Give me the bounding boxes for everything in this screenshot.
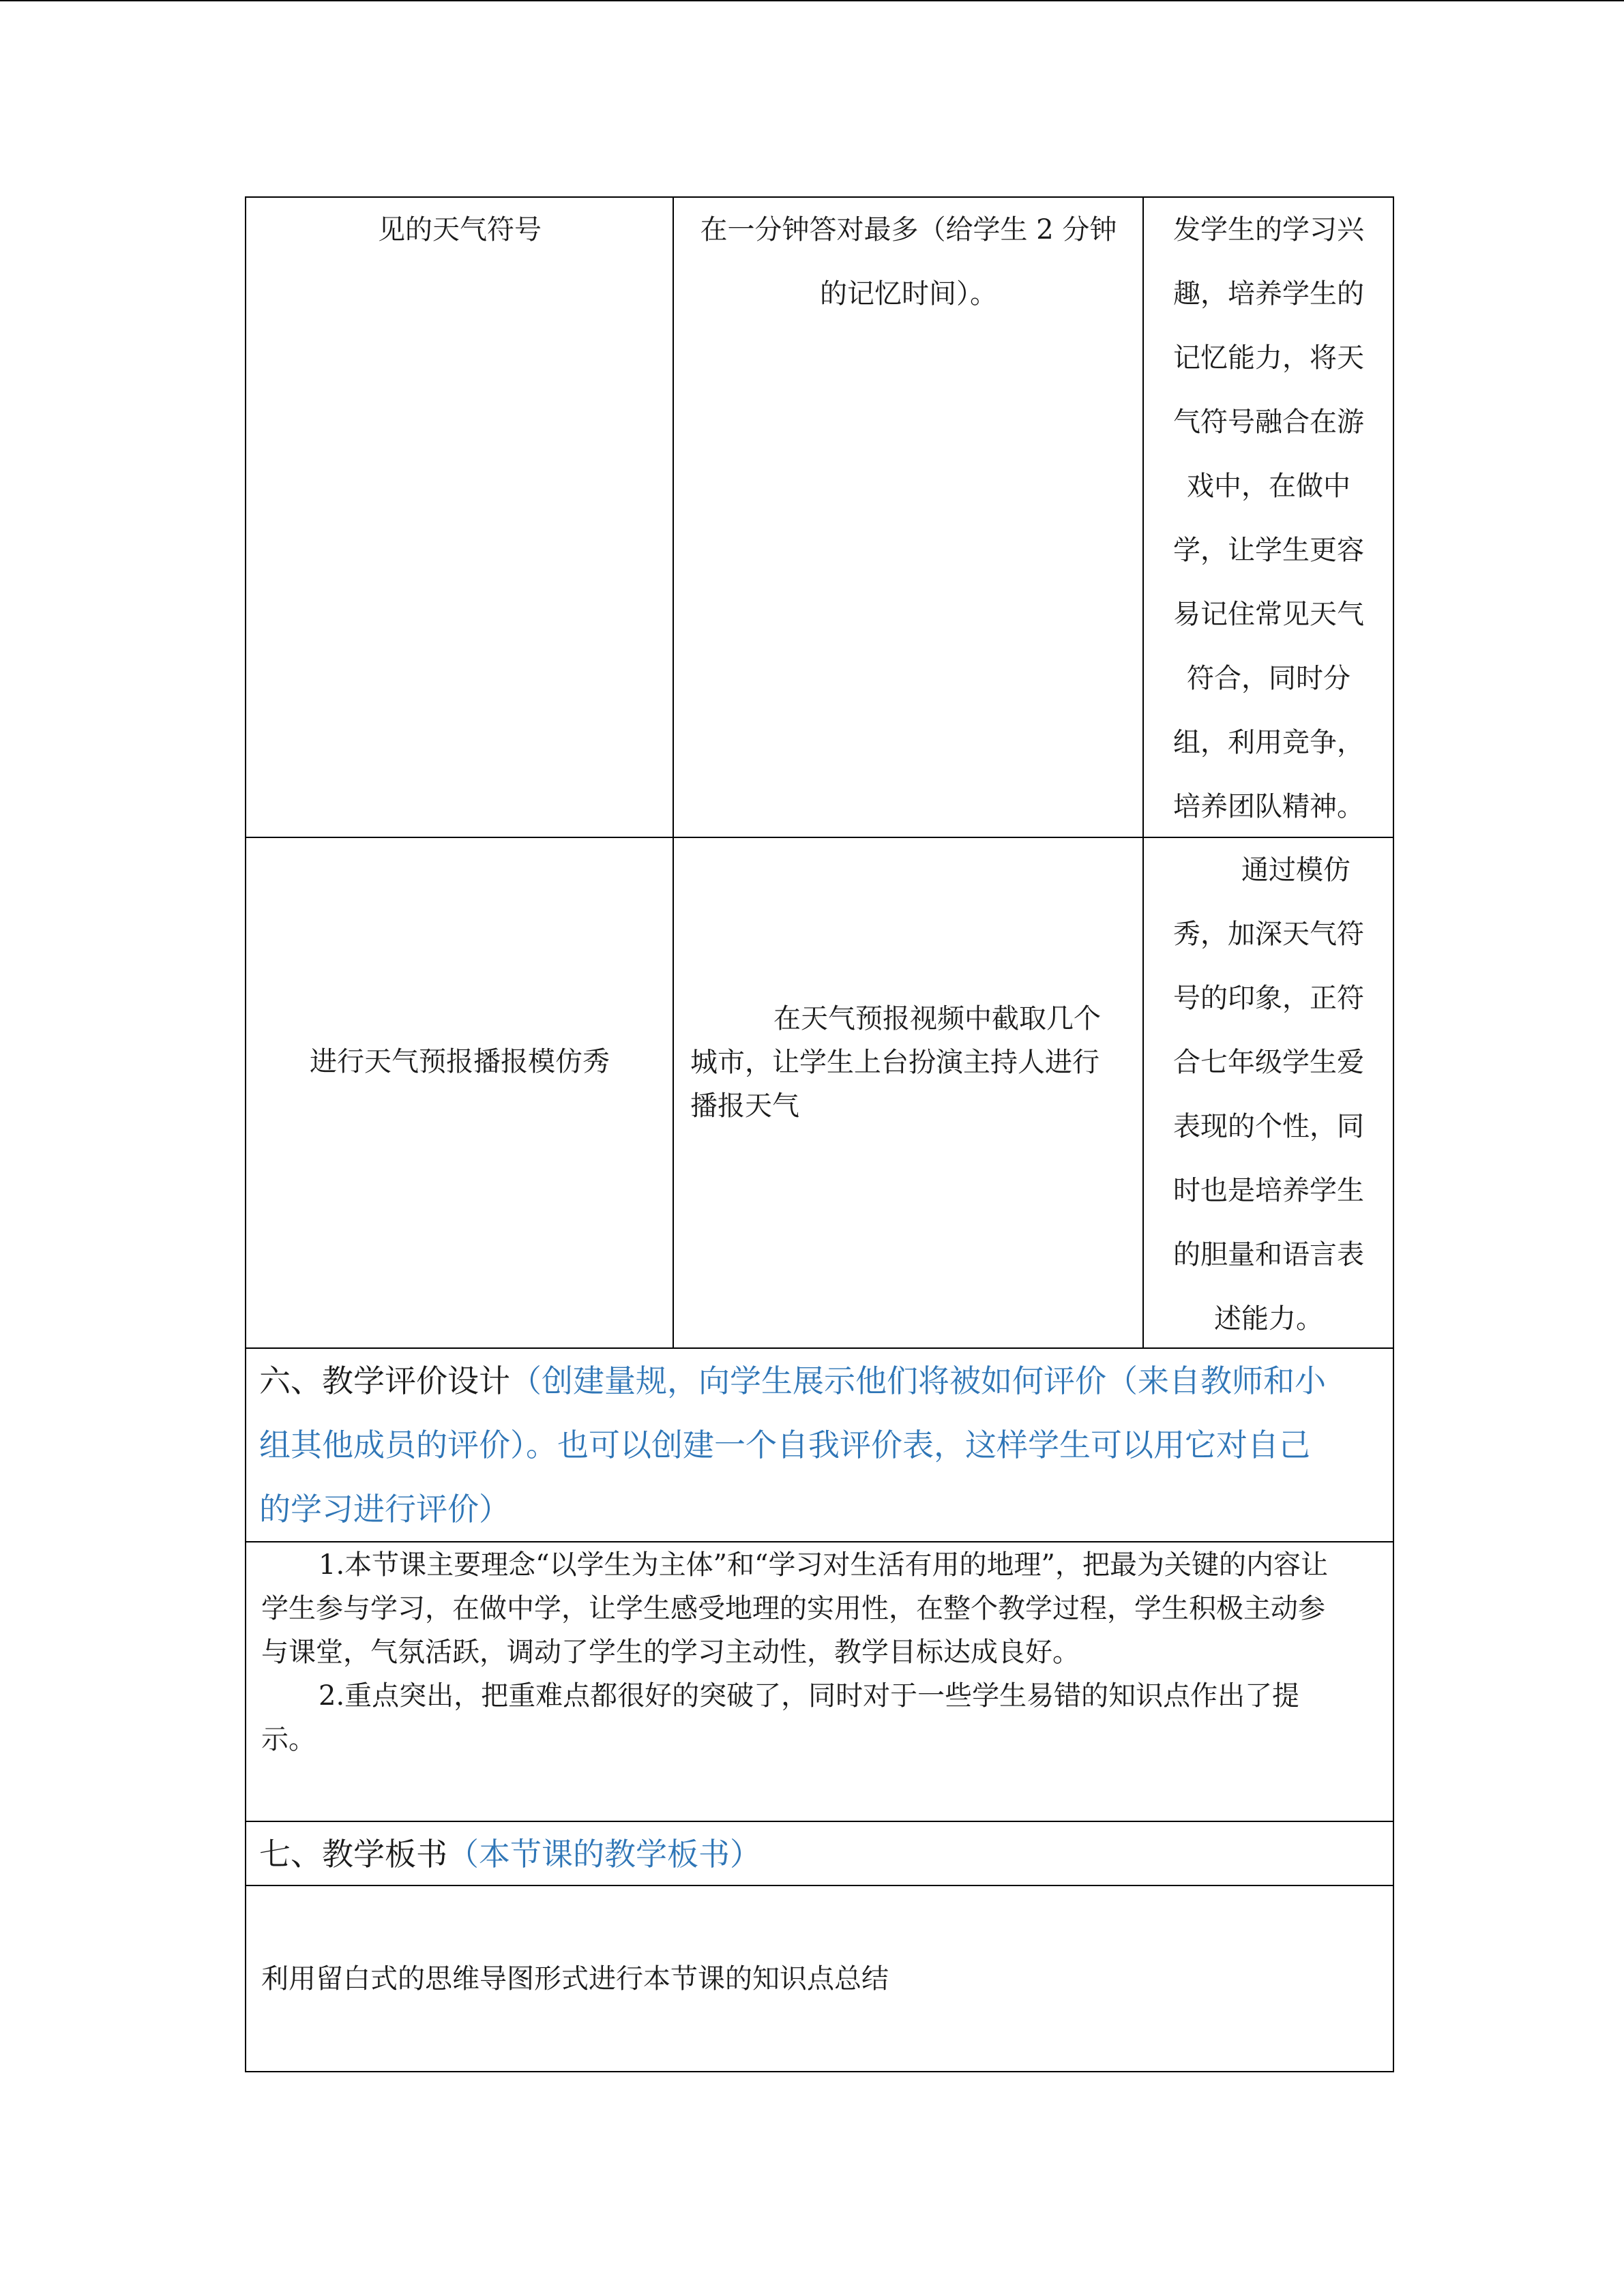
row2-method-line-3: 播报天气 [690,1090,799,1122]
row1-purpose-line-2: 趣，培养学生的 [1173,278,1364,310]
section-6-hint-line-2: 组其他成员的评价）。也可以创建一个自我评价表，这样学生可以用它对自己 [259,1427,1310,1463]
section-6-hint-line-3: 的学习进行评价） [259,1491,510,1527]
row1-method-line-1: 在一分钟答对最多（给学生 2 分钟 [700,214,1117,245]
section-6-body-line-1: 1.本节课主要理念“以学生为主体”和“学习对生活有用的地理”，把最为关键的内容让 [319,1549,1328,1581]
row1-purpose-line-10: 培养团队精神。 [1173,791,1364,822]
row1-purpose-line-7: 易记住常见天气 [1173,599,1364,630]
row2-method-line-2: 城市，让学生上台扮演主持人进行 [690,1047,1099,1078]
row2-purpose-line-1: 通过模仿 [1241,854,1350,886]
section-6-body-line-3: 与课堂，气氛活跃，调动了学生的学习主动性，教学目标达成良好。 [261,1637,1080,1668]
row1-purpose-line-4: 气符号融合在游 [1173,406,1364,438]
row1-purpose-line-6: 学，让学生更容 [1173,535,1364,566]
section-6-body-line-4: 2.重点突出，把重难点都很好的突破了，同时对于一些学生易错的知识点作出了提 [319,1680,1300,1712]
row1-purpose-line-1: 发学生的学习兴 [1173,214,1364,245]
section-7-title: 七、教学板书 [259,1836,447,1873]
row2-purpose-line-6: 时也是培养学生 [1173,1175,1364,1206]
section-7-body: 利用留白式的思维导图形式进行本节课的知识点总结 [261,1963,889,1995]
row2-method-line-1: 在天气预报视频中截取几个 [773,1003,1101,1034]
row1-activity-cell: 见的天气符号 [378,214,542,245]
row1-purpose-line-9: 组，利用竞争， [1173,727,1364,758]
row1-purpose-line-8: 符合，同时分 [1187,663,1350,694]
row2-activity-cell: 进行天气预报播报模仿秀 [310,1046,610,1077]
section-6-body-line-2: 学生参与学习，在做中学，让学生感受地理的实用性，在整个教学过程，学生积极主动参 [261,1593,1325,1624]
row1-method-line-2: 的记忆时间）。 [820,278,997,310]
row2-purpose-line-5: 表现的个性，同 [1173,1111,1364,1142]
row2-purpose-line-3: 号的印象，正符 [1173,983,1364,1014]
page-top-border [0,0,1624,1]
row1-purpose-line-3: 记忆能力，将天 [1173,342,1364,374]
row2-purpose-line-7: 的胆量和语言表 [1173,1239,1364,1270]
row2-purpose-line-8: 述能力。 [1214,1303,1323,1335]
section-7-header [259,1822,761,1886]
section-6-title: 六、教学评价设计 [259,1362,510,1399]
section-7-hint: （本节课的教学板书） [447,1836,761,1873]
row2-purpose-line-4: 合七年级学生爱 [1173,1047,1364,1078]
section-6-hint-line-1: （创建量规，向学生展示他们将被如何评价（来自教师和小 [510,1362,1326,1399]
row1-purpose-line-5: 戏中，在做中 [1187,471,1350,502]
section-6-body-line-5: 示。 [261,1724,316,1755]
row2-purpose-line-2: 秀，加深天气符 [1173,919,1364,950]
